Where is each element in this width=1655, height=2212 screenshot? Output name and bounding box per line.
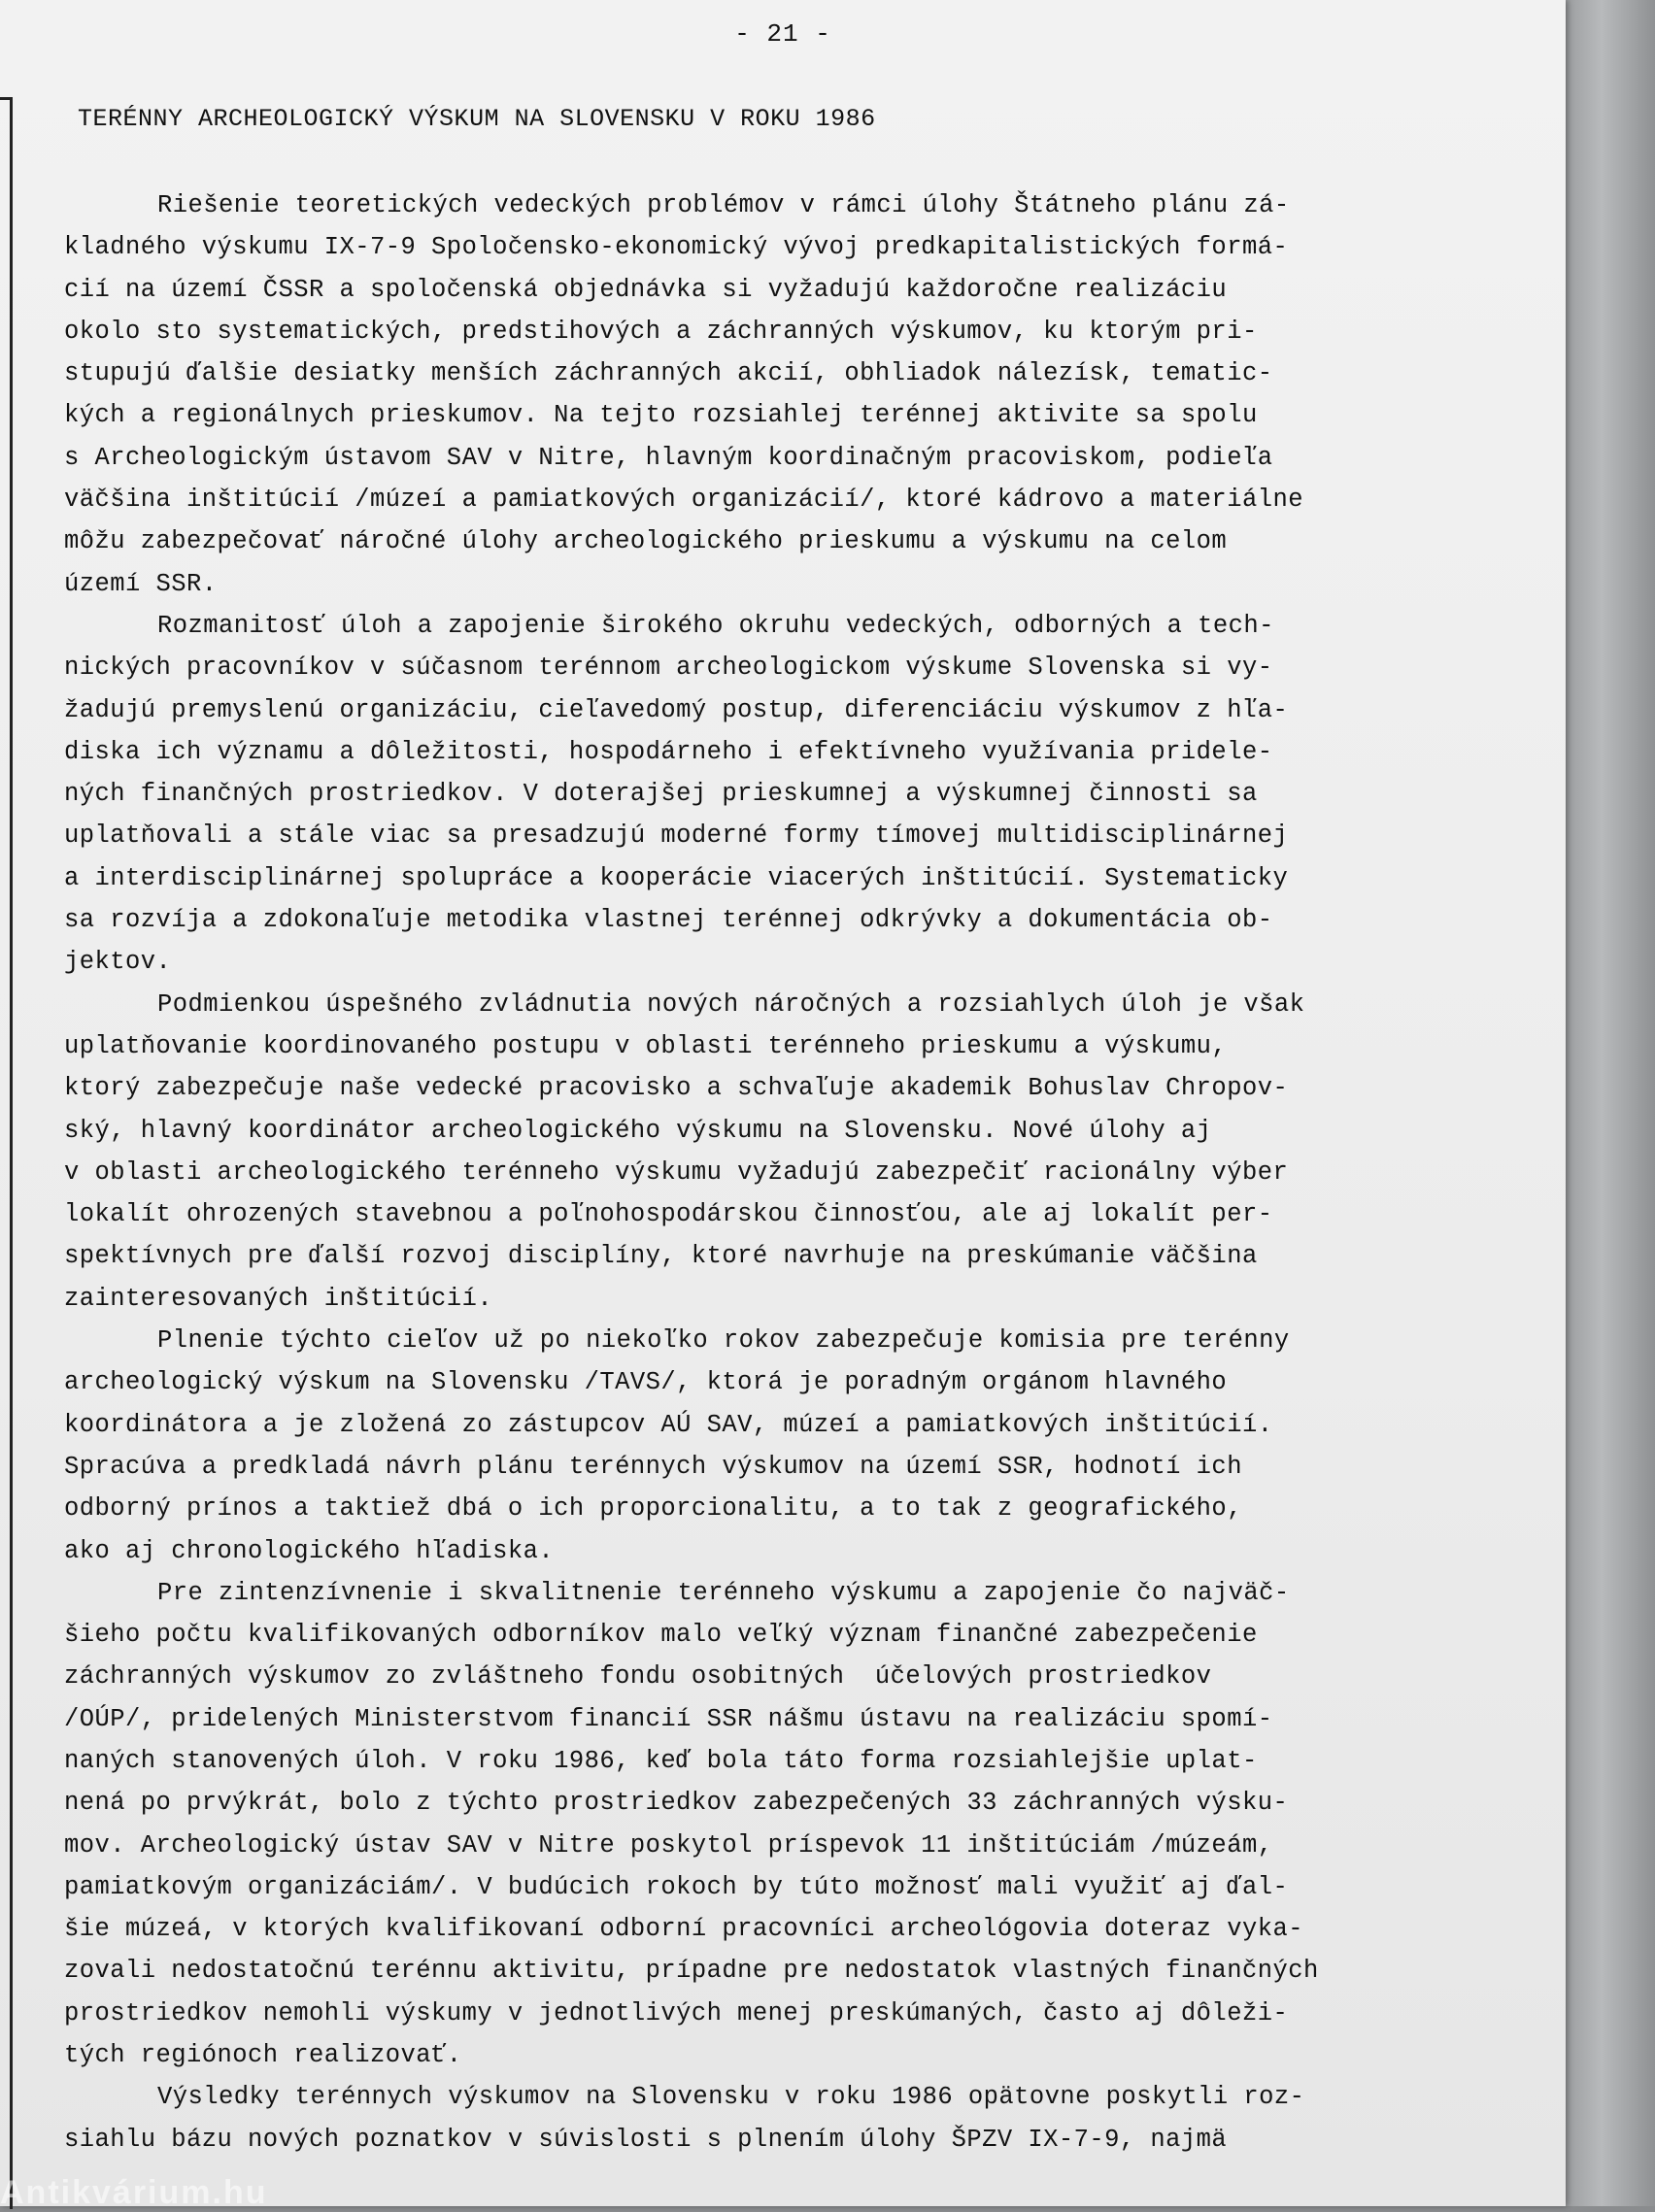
text-line: /OÚP/, pridelených Ministerstvom financií SSR nášmu ústavu na realizáciu spomí- xyxy=(64,1704,1273,1733)
text-line: Pre zintenzívnenie i skvalitnenie terénneho výskumu a zapojenie čo najväč- xyxy=(157,1578,1290,1607)
text-line: zainteresovaných inštitúcií. xyxy=(64,1284,493,1313)
text-line: siahlu bázu nových poznatkov v súvislosti s plnením úlohy ŠPZV IX-7-9, najmä xyxy=(64,2125,1228,2154)
text-line: diska ich významu a dôležitosti, hospodárneho i efektívneho využívania pridele- xyxy=(64,737,1273,766)
text-line: záchranných výskumov zo zvláštneho fondu osobitných účelových prostriedkov xyxy=(64,1662,1212,1692)
text-line: ných finančných prostriedkov. V doterajšej prieskumnej a výskumnej činnosti sa xyxy=(64,780,1258,809)
document-title: TERÉNNY ARCHEOLOGICKÝ VÝSKUM NA SLOVENSKU V ROKU 1986 xyxy=(78,105,876,133)
text-line: uplatňovali a stále viac sa presadzujú moderné formy tímovej multidisciplinárnej xyxy=(64,821,1289,851)
text-line: Riešenie teoretických vedeckých problémov v rámci úlohy Štátneho plánu zá- xyxy=(157,191,1290,219)
text-line: jektov. xyxy=(64,948,172,977)
text-line: Plnenie týchto cieľov už po niekoľko rokov zabezpečuje komisia pre terénny xyxy=(157,1326,1290,1356)
text-line: s Archeologickým ústavom SAV v Nitre, hlavným koordinačným pracoviskom, podieľa xyxy=(64,443,1273,472)
text-line: ktorý zabezpečuje naše vedecké pracovisko a schvaľuje akademik Bohuslav Chropov- xyxy=(64,1074,1289,1103)
text-line: cií na území ČSSR a spoločenská objednávka si vyžadujú každoročne realizáciu xyxy=(64,275,1228,304)
text-line: Spracúva a predkladá návrh plánu terénnych výskumov na území SSR, hodnotí ich xyxy=(64,1452,1242,1481)
watermark-logo: Antikvárium.hu xyxy=(0,2174,268,2211)
text-line: nických pracovníkov v súčasnom terénnom archeologickom výskume Slovenska si vy- xyxy=(64,654,1273,683)
text-line: a interdisciplinárnej spolupráce a kooperácie viacerých inštitúcií. Systematicky xyxy=(64,863,1289,892)
text-line: šieho počtu kvalifikovaných odborníkov malo veľký význam finančné zabezpečenie xyxy=(64,1621,1258,1650)
text-line: šie múzeá, v ktorých kvalifikovaní odborní pracovníci archeológovia doteraz vyka- xyxy=(64,1915,1303,1944)
paragraph xyxy=(64,2076,1443,2161)
adjacent-page-edge xyxy=(1566,0,1655,2206)
text-line: ský, hlavný koordinátor archeologického výskumu na Slovensku. Nové úlohy aj xyxy=(64,1116,1212,1145)
paragraph xyxy=(64,605,1443,984)
text-line: zovali nedostatočnú terénnu aktivitu, prípadne pre nedostatok vlastných finančných xyxy=(64,1957,1319,1986)
text-line: žadujú premyslenú organizáciu, cieľavedomý postup, diferenciáciu výskumov z hľa- xyxy=(64,695,1289,724)
page-number: - 21 - xyxy=(734,19,831,49)
text-line: prostriedkov nemohli výskumy v jednotlivých menej preskúmaných, často aj dôleži- xyxy=(64,1998,1289,2028)
text-line: sa rozvíja a zdokonaľuje metodika vlastnej terénnej odkrývky a dokumentácia ob- xyxy=(64,906,1273,935)
text-line: mov. Archeologický ústav SAV v Nitre poskytol príspevok 11 inštitúciám /múzeám, xyxy=(64,1830,1273,1860)
text-line: lokalít ohrozených stavebnou a poľnohospodárskou činnosťou, ale aj lokalít per- xyxy=(64,1200,1273,1229)
text-line: nená po prvýkrát, bolo z týchto prostriedkov zabezpečených 33 záchranných výsku- xyxy=(64,1789,1289,1818)
text-line: ako aj chronologického hľadiska. xyxy=(64,1536,555,1565)
paragraph xyxy=(64,1320,1443,1572)
text-line: môžu zabezpečovať náročné úlohy archeologického prieskumu a výskumu na celom xyxy=(64,527,1228,556)
paragraph xyxy=(64,184,1443,605)
text-line: naných stanovených úloh. V roku 1986, keď bola táto forma rozsiahlejšie uplat- xyxy=(64,1746,1258,1775)
text-line: väčšina inštitúcií /múzeí a pamiatkových organizácií/, ktoré kádrovo a materiálne xyxy=(64,486,1303,515)
text-line: uplatňovanie koordinovaného postupu v oblasti terénneho prieskumu a výskumu, xyxy=(64,1031,1228,1060)
text-line: Rozmanitosť úloh a zapojenie širokého okruhu vedeckých, odborných a tech- xyxy=(157,611,1274,640)
text-line: koordinátora a je zložená zo zástupcov AÚ SAV, múzeí a pamiatkových inštitúcií. xyxy=(64,1410,1273,1439)
paragraph xyxy=(64,984,1443,1320)
text-line: území SSR. xyxy=(64,569,218,598)
text-line: Výsledky terénnych výskumov na Slovensku v roku 1986 opätovne poskytli roz- xyxy=(157,2083,1305,2112)
body-text xyxy=(64,184,1443,2161)
text-line: okolo sto systematických, predstihových a záchranných výskumov, ku ktorým pri- xyxy=(64,317,1258,346)
text-line: stupujú ďalšie desiatky menších záchranných akcií, obhliadok nálezísk, tematic- xyxy=(64,359,1273,388)
paragraph xyxy=(64,1572,1443,2077)
text-line: archeologický výskum na Slovensku /TAVS/, ktorá je poradným orgánom hlavného xyxy=(64,1368,1228,1397)
margin-frame-line xyxy=(0,97,13,2209)
text-line: kých a regionálnych prieskumov. Na tejto rozsiahlej terénnej aktivite sa spolu xyxy=(64,401,1258,430)
text-line: pamiatkovým organizáciám/. V budúcich rokoch by túto možnosť mali využiť aj ďal- xyxy=(64,1872,1289,1901)
text-line: kladného výskumu IX-7-9 Spoločensko-ekonomický vývoj predkapitalistických formá- xyxy=(64,233,1289,262)
text-line: v oblasti archeologického terénneho výskumu vyžadujú zabezpečiť racionálny výber xyxy=(64,1157,1289,1187)
text-line: spektívnych pre ďalší rozvoj disciplíny, ktoré navrhuje na preskúmanie väčšina xyxy=(64,1242,1258,1271)
text-line: tých regiónoch realizovať. xyxy=(64,2041,462,2070)
text-line: odborný prínos a taktiež dbá o ich proporcionalitu, a to tak z geografického, xyxy=(64,1494,1242,1524)
text-line: Podmienkou úspešného zvládnutia nových náročných a rozsiahlych úloh je však xyxy=(157,989,1305,1019)
